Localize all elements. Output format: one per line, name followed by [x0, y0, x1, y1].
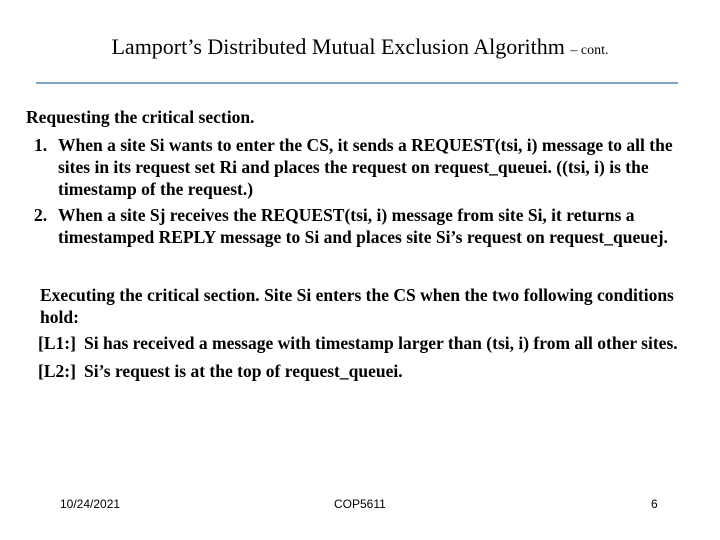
footer-date: 10/24/2021	[60, 497, 121, 511]
condition-label: [L1:]	[38, 333, 76, 353]
request-step-1	[34, 134, 698, 200]
footer-course: COP5611	[334, 497, 386, 511]
step-number: 2.	[34, 205, 48, 225]
condition-l1	[38, 332, 702, 354]
slide-title-suffix: – cont.	[570, 43, 609, 58]
request-step-2	[34, 204, 698, 248]
slide-title-main: Lamport’s Distributed Mutual Exclusion Algorithm	[111, 34, 565, 59]
step-number: 1.	[34, 135, 48, 155]
condition-text: Si’s request is at the top of request_queuei.	[84, 361, 403, 381]
slide-title	[0, 34, 720, 60]
executing-heading: Executing the critical section.	[40, 285, 260, 305]
requesting-heading: Requesting the critical section.	[26, 107, 255, 127]
executing-paragraph	[40, 284, 704, 328]
step-text: When a site Si wants to enter the CS, it sends a REQUEST(tsi, i) message to all the sites in its request set Ri and places the request on request_queuei. ((tsi, i) is the timestamp of the request.)	[58, 135, 673, 199]
footer-page-number: 6	[651, 497, 658, 511]
algorithm-text-image	[24, 100, 704, 390]
executing-intro: Site Si enters the CS when the two following conditions hold:	[40, 285, 674, 327]
condition-l2	[38, 360, 702, 382]
step-text: When a site Sj receives the REQUEST(tsi, i) message from site Si, it returns a timestamped REPLY message to Si and places site Si’s request on request_queuej.	[58, 205, 668, 247]
condition-label: [L2:]	[38, 361, 76, 381]
condition-text: Si has received a message with timestamp larger than (tsi, i) from all other sites.	[84, 333, 678, 353]
title-divider	[36, 82, 678, 84]
